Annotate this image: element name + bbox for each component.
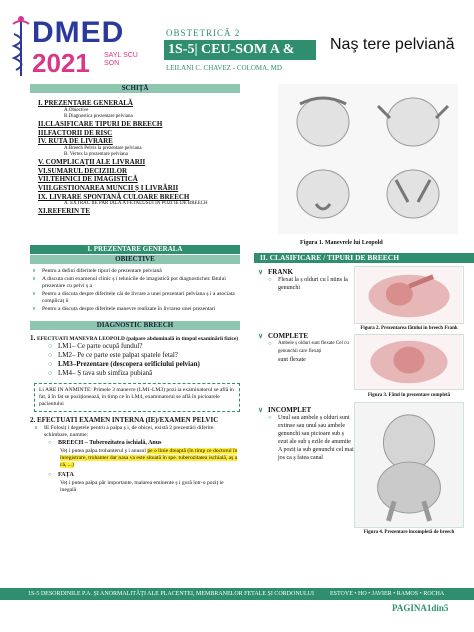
internal-exam-heading: 2. EFECTUATI EXAMEN INTERNA (IE)/EXAMEN PELVIC (30, 416, 219, 424)
list-item: ○ LM1– Ce parte ocupă fundul? (48, 342, 143, 350)
circle-icon: ○ (48, 369, 53, 377)
figure-illustration (278, 84, 458, 234)
incomplete-breech-image (354, 402, 464, 528)
check-icon: ∨ (32, 276, 37, 282)
circle-icon: ○ (48, 360, 53, 368)
toc-subitem: A. EXTRAC IIE PAR IALĂ A FETALUSUI IN POZI IE DE BREECH (64, 201, 208, 207)
list-item: ∨ Pentru a defini diferitele tipuri de prezentare pelviană (32, 268, 162, 274)
complete-type: ∨ COMPLETE ○ Ambele ș olduri sunt flexate Cel cu genunchii care flexați sunt flexate (258, 332, 349, 363)
toc-subitem: B. Vertex la prezentare pelviana (64, 151, 128, 157)
figure2-caption: Figura 2. Prezentarea fătului în breech Frank (360, 326, 458, 331)
toc-item: III.FACTORII DE RISC (38, 128, 113, 137)
dmed-logo (8, 14, 156, 80)
page-number: PAGINA1din5 (392, 603, 449, 613)
objectives-bar: OBIECTIVE (30, 255, 240, 264)
circle-icon: ○ (48, 342, 53, 350)
circle-icon: ○ (48, 472, 52, 478)
incomplete-type: ∨ INCOMPLET ○ Unul sau ambele ș olduri sunt extinse sau unul sau ambele genunchi sau picioare sub ș ezut ale sub ș ezile de anumite A poziț ia sub genunchi cel mai jos ca ș fatea canal (258, 406, 354, 461)
toc-item: V. COMPLICAȚII ALE LIVRARII (38, 158, 146, 167)
list-item: ∨ IE Folosiț i degetele pentru a palpa ș i, de obicei, există 2 prezentări diferite. schimbare, numme: (34, 425, 215, 438)
toc-item: XI.REFERIN TE (38, 207, 90, 216)
breech-description: Veț i putea palpa trohanterul ș i anusul pe o linie dreaptă (în timp ce doctorul în înregistrare, trohanter dar nasa va este situată în spe. tuberozitatea ischială, aș a că, ...) (60, 448, 238, 468)
circle-icon: ○ (48, 351, 53, 359)
table-of-contents (30, 93, 240, 245)
face-description: Veț i putea palpa păr importante, malarea eminente ș i gură într-o poziț ie inegală (60, 480, 224, 493)
page-title: Naş tere pelviană (330, 36, 455, 53)
list-item: ○ LM3–Prezentare (descopera orificiului pelvian) (48, 360, 200, 368)
circle-icon: ○ (268, 341, 272, 347)
circle-icon: ○ (48, 440, 52, 446)
frank-breech-image (354, 266, 464, 324)
list-item: ∨ A discuta cum examenul clinic ș i tehnicile de imagistică pot diagnostichez fătului prezentare cu pelvi ș a (32, 276, 226, 289)
toc-item: VIII.GESTIONAREA MUNCII Ș I LIVRĂRII (38, 183, 179, 192)
check-icon: ∨ (258, 406, 264, 414)
toc-subitem: A.Breech Pelvis la prezentare pelviana (64, 145, 142, 151)
module-code: 1S-5| CEU-SOM A & (164, 40, 316, 60)
toc-item: I. PREZENTARE GENERALĂ (38, 99, 133, 107)
toc-item: II.CLASIFICARE TIPURI DE BREECH (38, 120, 163, 128)
left-column (30, 84, 240, 494)
footer-right: ESTOYE • HO • JAVIER • RAMOS • ROCHA (330, 591, 445, 597)
list-item: ○ BREECH – Tuberozitatea ischială, Anus (48, 440, 162, 446)
reminder-box: Li ARE IN ANMINTE: Primele 3 manevre (LM1-LM3) pozi ia examinatorul se află în fat, â în fat se poziționează, în timp ce în LM4, examinatorul se află în picioarele pacientului (34, 383, 240, 412)
toc-item: IX. LIVRARE SPONTANĂ CULOARE BREECH (38, 192, 190, 201)
toc-subitem: A.Obiective (64, 107, 89, 113)
list-item: ○ LM4– Ș tava sub simfiza pubiană (48, 369, 153, 377)
check-icon: ∨ (258, 332, 264, 340)
check-icon: ∨ (32, 291, 37, 297)
toc-item: VI.SUMARUL DECIZIILOR (38, 166, 128, 175)
diagnosis-bar: DIAGNOSTIC BREECH (30, 321, 240, 330)
toc-item: IV. RUTA DE LIVRARE (38, 137, 113, 146)
circle-icon: ○ (268, 415, 272, 421)
list-item: ∨ Pentru a discuta despre diferitele căi de livrare a unei prezentari pelviana ș i a asociata complicaț ii (32, 291, 235, 304)
check-icon: ∨ (34, 425, 39, 431)
footer-left: 1S-5 DESORDINILE P.A. ȘI ANORMALITĂȚI ALE PLACENTEI, MEMBRANELOR FETALE ȘI CORDONULUI (28, 591, 315, 597)
outline-heading: SCHIȚĂ (30, 84, 240, 93)
list-item: ○ LM2– Pe ce parte este palpat spatele fetal? (48, 351, 178, 359)
figure1-caption: Figura 1. Manevrele lui Leopold (300, 240, 383, 246)
circle-icon: ○ (268, 277, 272, 283)
complete-breech-image (354, 334, 464, 390)
logo-tagline: SAYL SCU SON (104, 52, 138, 67)
authors: LEILANI C. CHAVEZ - COLOMA, MD (166, 64, 282, 72)
logo-wordmark: DMED (32, 16, 125, 49)
caduceus-icon (8, 14, 34, 78)
toc-item: VII.TEHNICI DE IMAGISTICĂ (38, 175, 138, 184)
frank-type: ∨ FRANK ○ Flexat la ș olduri cu î ntins la genunchi (258, 268, 348, 291)
list-item: ○ FAȚA (48, 472, 74, 478)
subject-label: OBSTETRICĂ 2 (166, 28, 241, 38)
figure3-caption: Figura 3. Fătul în prezentare completă (367, 393, 451, 398)
figure4-caption: Figura 4. Prezentare incompletă de breech (363, 530, 455, 535)
objectives-list (30, 264, 240, 313)
check-icon: ∨ (32, 268, 37, 274)
toc-subitem: B.Diagnostica prezentare pelviana (64, 113, 133, 119)
classification-bar: II. CLASIFICARE / TIPURI DE BREECH (254, 253, 474, 263)
list-item: ∨ Pentru a discuta despre diferitele manevre realizate în livrarea unei prezentari (32, 306, 216, 312)
leopold-maneuvers-figure (278, 84, 458, 234)
leopold-heading: 1. EFECTUATI MANEVRA LEOPOLD (palpare abdominală în timpul examinării fizice) (30, 334, 239, 342)
overview-bar: I. PREZENTARE GENERALA (30, 245, 240, 254)
check-icon: ∨ (32, 306, 37, 312)
check-icon: ∨ (258, 268, 264, 276)
footer-bar (0, 588, 474, 600)
logo-year: 2021 (32, 48, 90, 78)
